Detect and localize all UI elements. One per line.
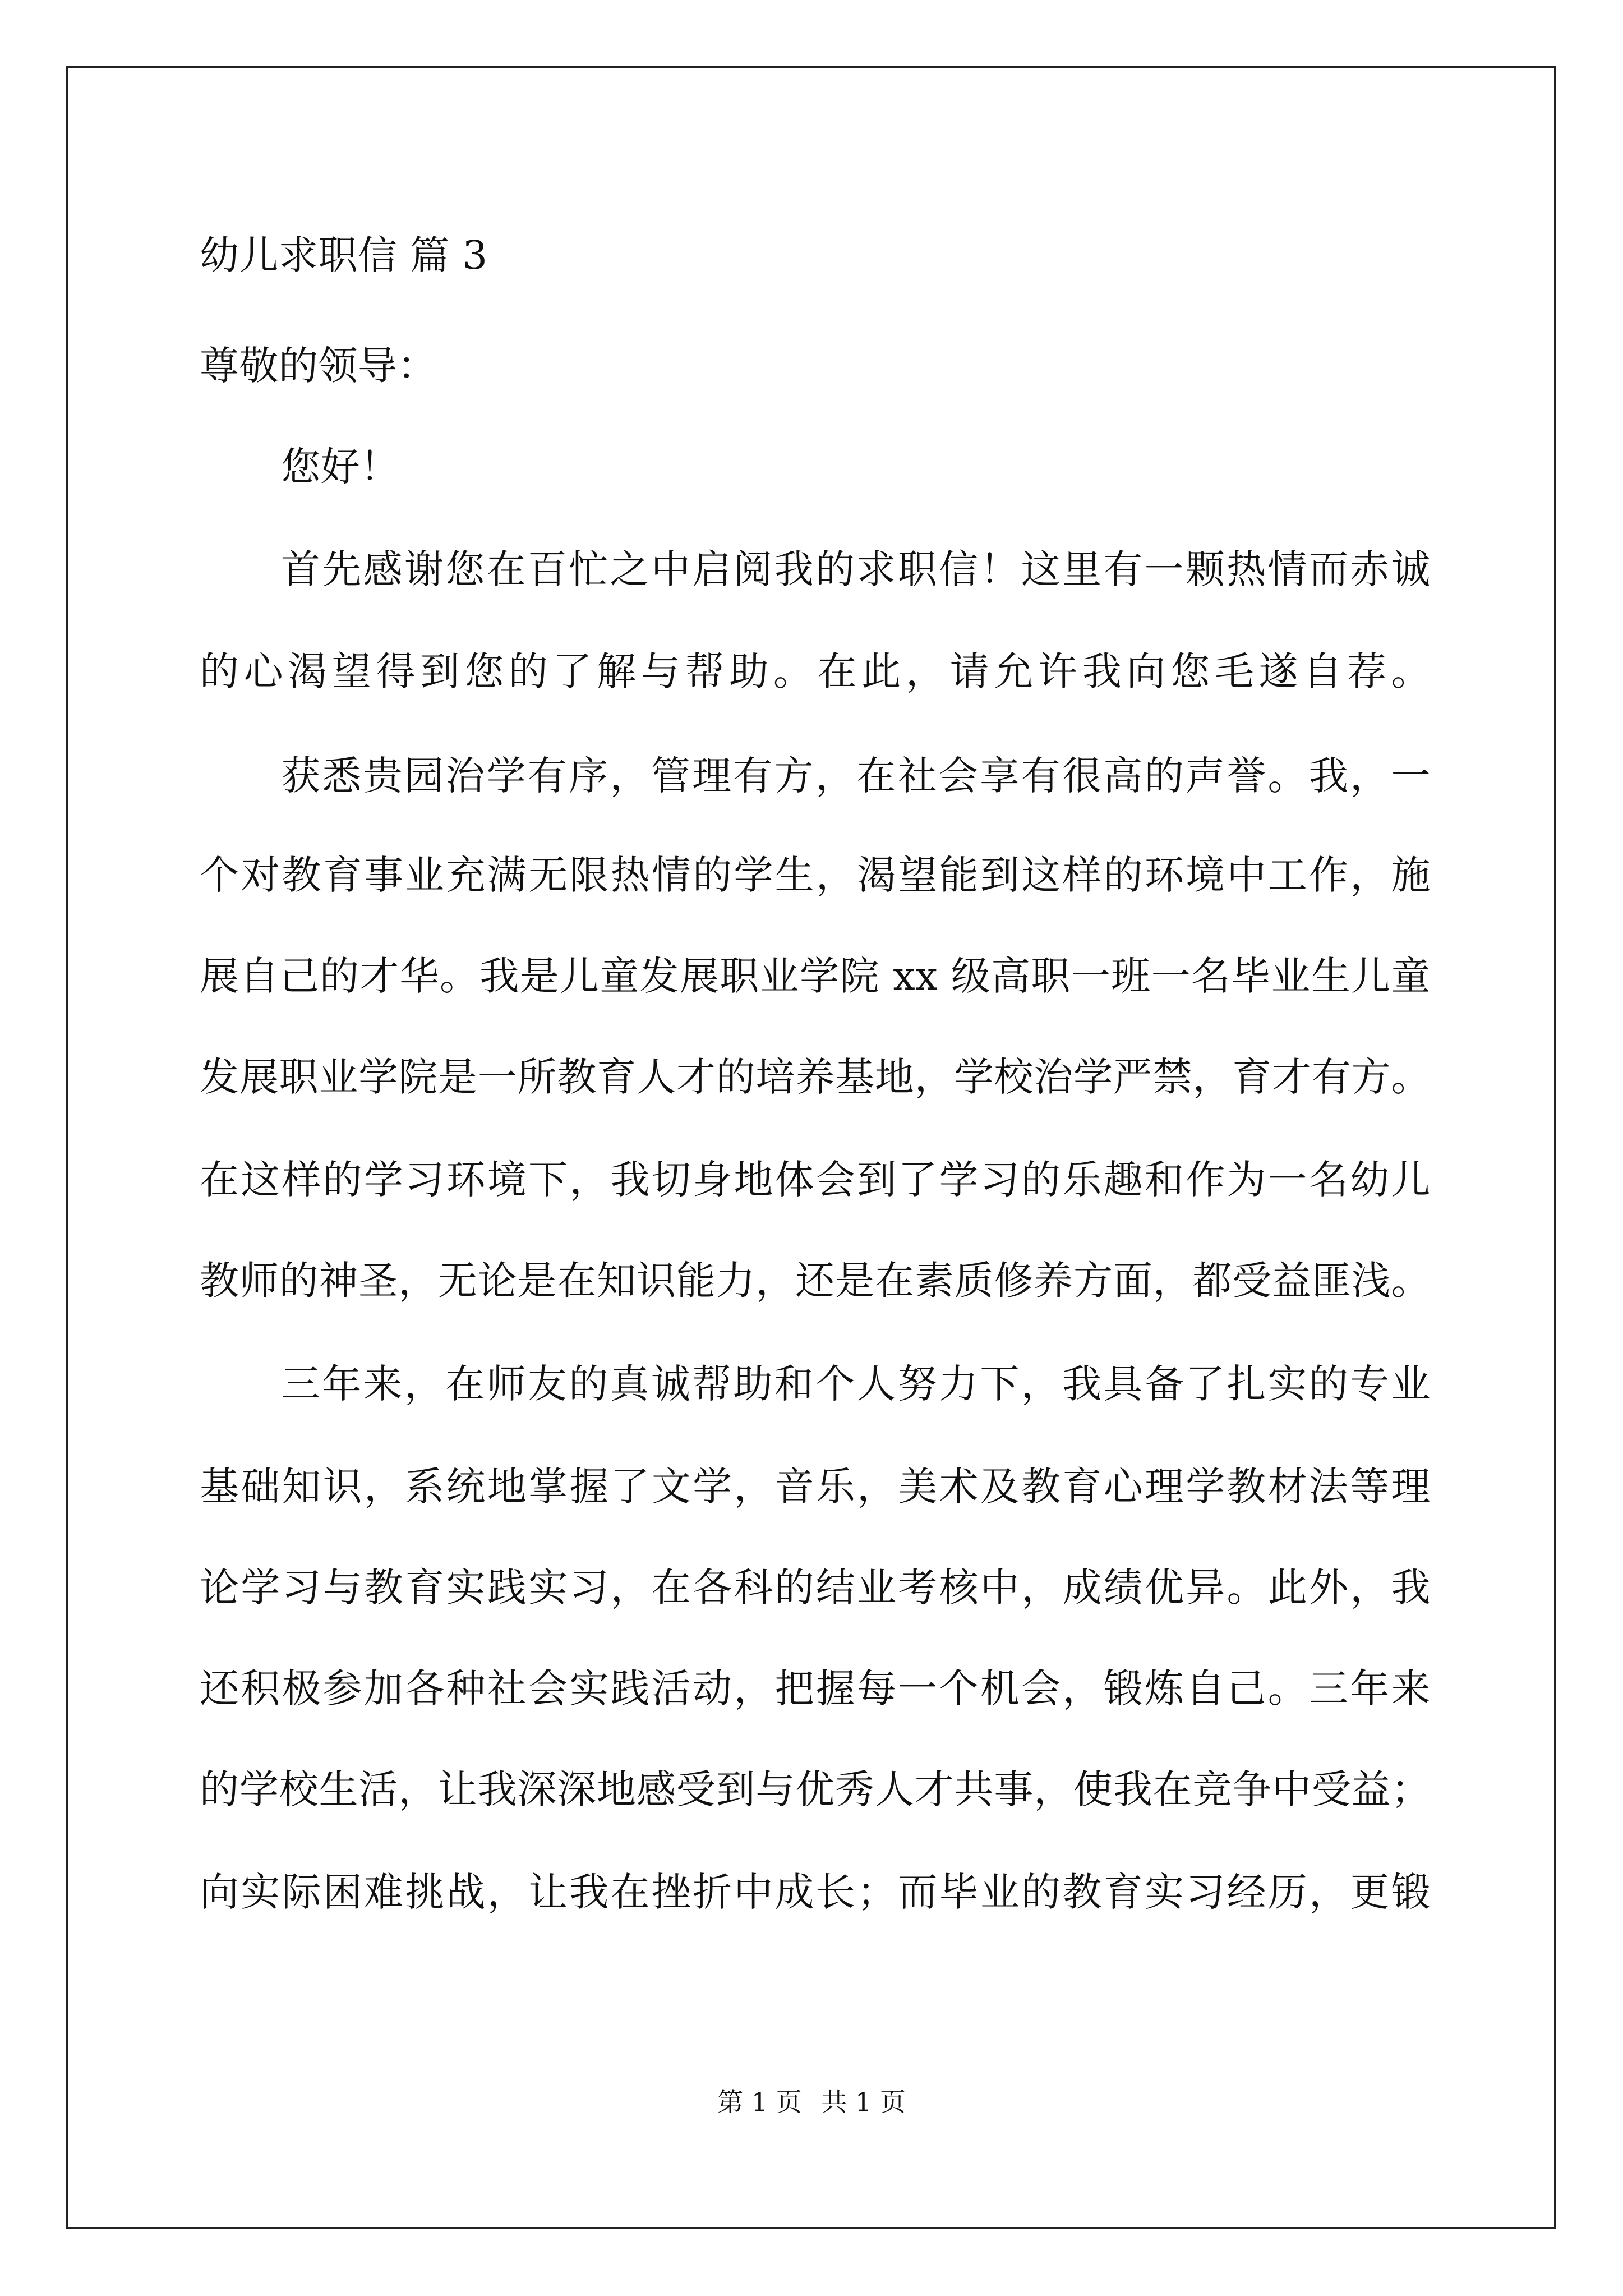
paragraph-line: 首先感谢您在百忙之中启阅我的求职信！这里有一颗热情而赤诚 [281, 546, 1431, 592]
paragraph-line: 展自己的才华。我是儿童发展职业学院 xx 级高职一班一名毕业生儿童 [200, 953, 1431, 999]
paragraph-line: 三年来，在师友的真诚帮助和个人努力下，我具备了扎实的专业 [281, 1361, 1431, 1407]
page-number: 第 1 页 [717, 2087, 802, 2117]
paragraph-line: 的心渴望得到您的了解与帮助。在此，请允许我向您毛遂自荐。 [200, 648, 1431, 694]
paragraph-line: 论学习与教育实践实习，在各科的结业考核中，成绩优异。此外，我 [200, 1565, 1431, 1611]
paragraph-line: 教师的神圣，无论是在知识能力，还是在素质修养方面，都受益匪浅。 [200, 1258, 1431, 1304]
paragraph-line: 在这样的学习环境下，我切身地体会到了学习的乐趣和作为一名幼儿 [200, 1157, 1431, 1203]
page-total: 共 1 页 [821, 2087, 906, 2117]
paragraph-line: 发展职业学院是一所教育人才的培养基地，学校治学严禁，育才有方。 [200, 1054, 1431, 1100]
greeting: 您好！ [281, 444, 400, 490]
paragraph-line: 个对教育事业充满无限热情的学生，渴望能到这样的环境中工作，施 [200, 852, 1431, 898]
paragraph-line: 还积极参加各种社会实践活动，把握每一个机会，锻炼自己。三年来 [200, 1665, 1431, 1711]
paragraph-line: 获悉贵园治学有序，管理有方，在社会享有很高的声誉。我，一 [281, 753, 1431, 799]
paragraph-line: 向实际困难挑战，让我在挫折中成长；而毕业的教育实习经历，更锻 [200, 1869, 1431, 1915]
paragraph-line: 的学校生活，让我深深地感受到与优秀人才共事，使我在竞争中受益； [200, 1766, 1431, 1812]
salutation: 尊敬的领导： [200, 343, 437, 389]
paragraph-line: 基础知识，系统地掌握了文学，音乐，美术及教育心理学教材法等理 [200, 1464, 1431, 1510]
page-footer [0, 2085, 1623, 2119]
document-title: 幼儿求职信 篇 3 [200, 232, 488, 278]
